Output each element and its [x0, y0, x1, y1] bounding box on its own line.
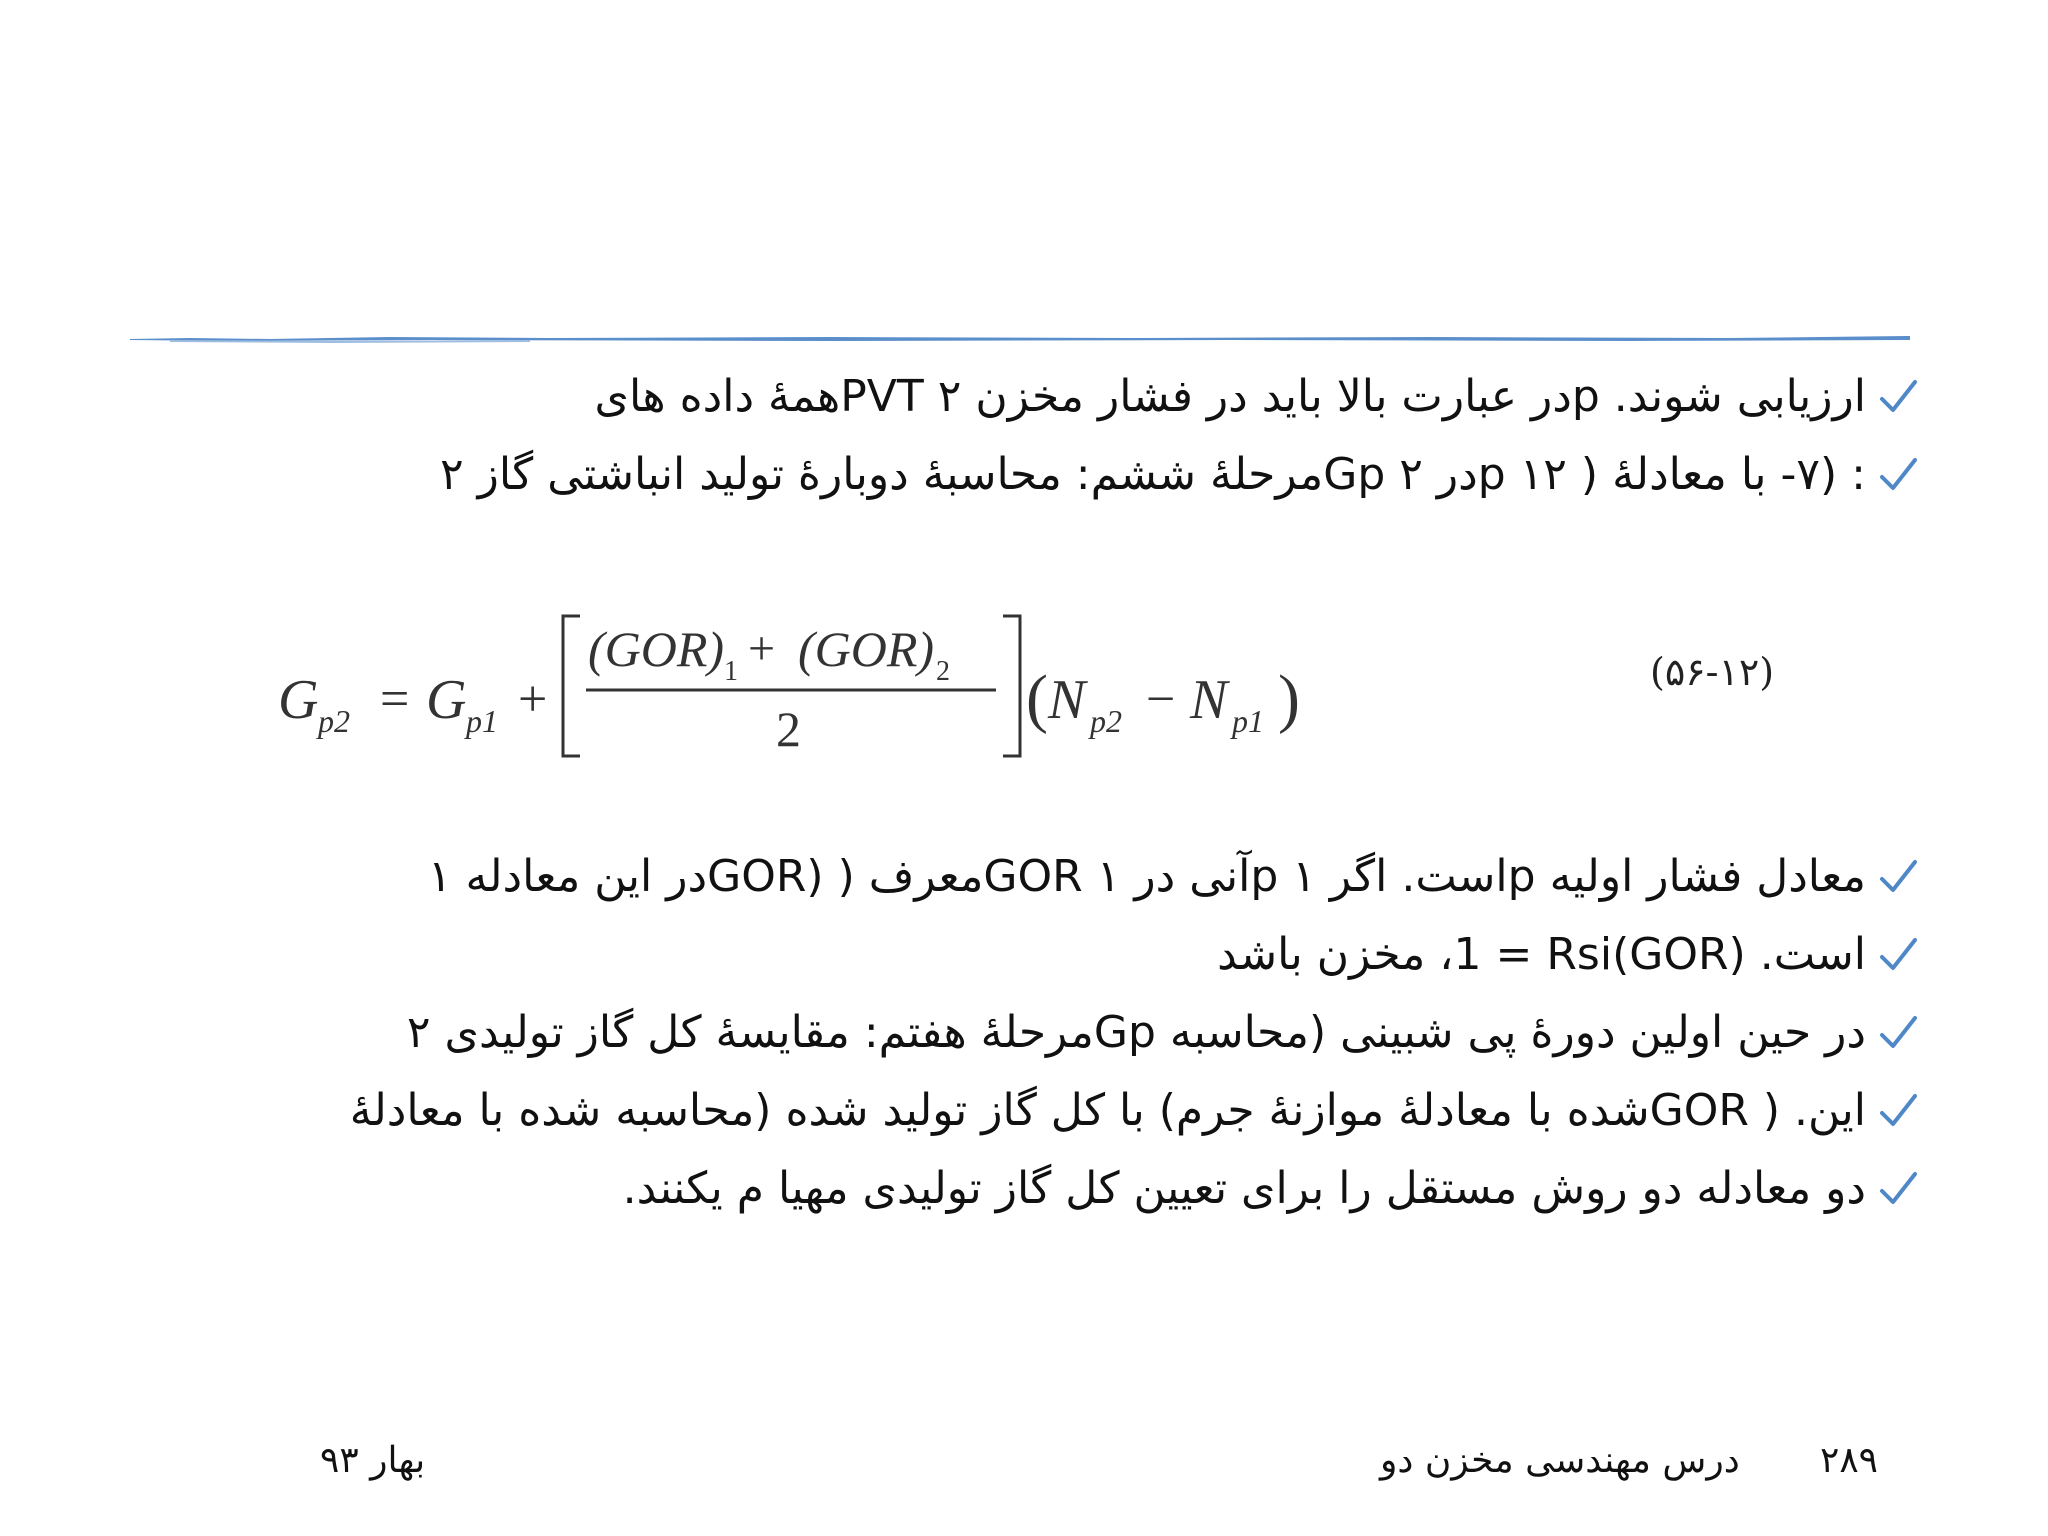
eq-equals: =: [380, 671, 410, 728]
equation-gp2: [268, 606, 1328, 776]
bullet-text: ارزیابی شوند. pدر عبارت بالا باید در فشار مخزن ۲ PVTهمهٔ داده های: [594, 371, 1866, 422]
eq-right-bracket: [1003, 616, 1020, 756]
bullet-text: دو معادله دو روش مستقل را برای تعیین کل گاز تولیدی مهیا م یکنند.: [622, 1163, 1866, 1214]
eq-lhs-sub: p2: [318, 703, 350, 739]
bullet-text: در حین اولین دورهٔ پی شبینی (محاسبه Gpمرحلهٔ هفتم: مقایسهٔ کل گاز تولیدی ۲: [406, 1007, 1866, 1058]
bullet-item: [138, 1072, 1918, 1150]
bullet-text: معادل فشار اولیه pاست. اگر ۱ pآنی در ۱ GORمعرف ( (GORدر این معادله ۱: [427, 851, 1866, 902]
eq-gor1-sub: 1: [724, 656, 738, 687]
bullet-item: [138, 916, 1918, 994]
bullet-item: [138, 994, 1918, 1072]
eq-np2-sub: p2: [1090, 703, 1122, 739]
bullet-text: است. (GOR)1 = Rsi، مخزن باشد: [1217, 929, 1866, 980]
bullet-item: [138, 838, 1918, 916]
eq-paren-open: (: [1026, 662, 1048, 735]
checkmark-icon: [1878, 857, 1918, 897]
checkmark-icon: [1878, 1091, 1918, 1131]
equation-number: (۵۶-۱۲): [1650, 650, 1775, 694]
footer-course-title: درس مهندسی مخزن دو: [1380, 1440, 1740, 1481]
bullet-item: [138, 436, 1918, 514]
eq-gor1: (GOR): [588, 621, 725, 677]
eq-plus: +: [518, 671, 548, 728]
bullet-item: [138, 1150, 1918, 1228]
bullet-list-upper: [138, 358, 1918, 514]
bullet-list-lower: [138, 838, 1918, 1228]
bullet-text: این. ( GORشده با معادلهٔ موازنهٔ جرم) با کل گاز تولید شده (محاسبه شده با معادلهٔ: [349, 1085, 1866, 1136]
eq-plus-inner: +: [748, 622, 776, 675]
eq-np1-sub: p1: [1232, 703, 1264, 739]
eq-paren-close: ): [1278, 662, 1300, 735]
eq-minus: −: [1146, 671, 1176, 728]
eq-lhs: G: [278, 669, 319, 731]
eq-gor2: (GOR): [798, 621, 935, 677]
bullet-text: : (۷- با معادلهٔ ( ۱۲ pدر ۲ Gpمرحلهٔ ششم: محاسبهٔ دوبارهٔ تولید انباشتی گاز ۲: [440, 449, 1866, 500]
eq-term1-sub: p1: [466, 703, 498, 739]
eq-term1: G: [426, 669, 467, 731]
eq-left-bracket: [563, 616, 580, 756]
checkmark-icon: [1878, 1013, 1918, 1053]
checkmark-icon: [1878, 935, 1918, 975]
eq-denominator: 2: [776, 701, 801, 757]
checkmark-icon: [1878, 377, 1918, 417]
checkmark-icon: [1878, 1169, 1918, 1209]
checkmark-icon: [1878, 455, 1918, 495]
bullet-item: [138, 358, 1918, 436]
footer-term: بهار ۹۳: [320, 1440, 426, 1481]
footer-page-number: ۲۸۹: [1820, 1440, 1879, 1481]
top-divider: [130, 330, 1910, 346]
eq-gor2-sub: 2: [936, 656, 950, 687]
eq-np1: N: [1190, 669, 1228, 731]
eq-np2: N: [1048, 669, 1086, 731]
